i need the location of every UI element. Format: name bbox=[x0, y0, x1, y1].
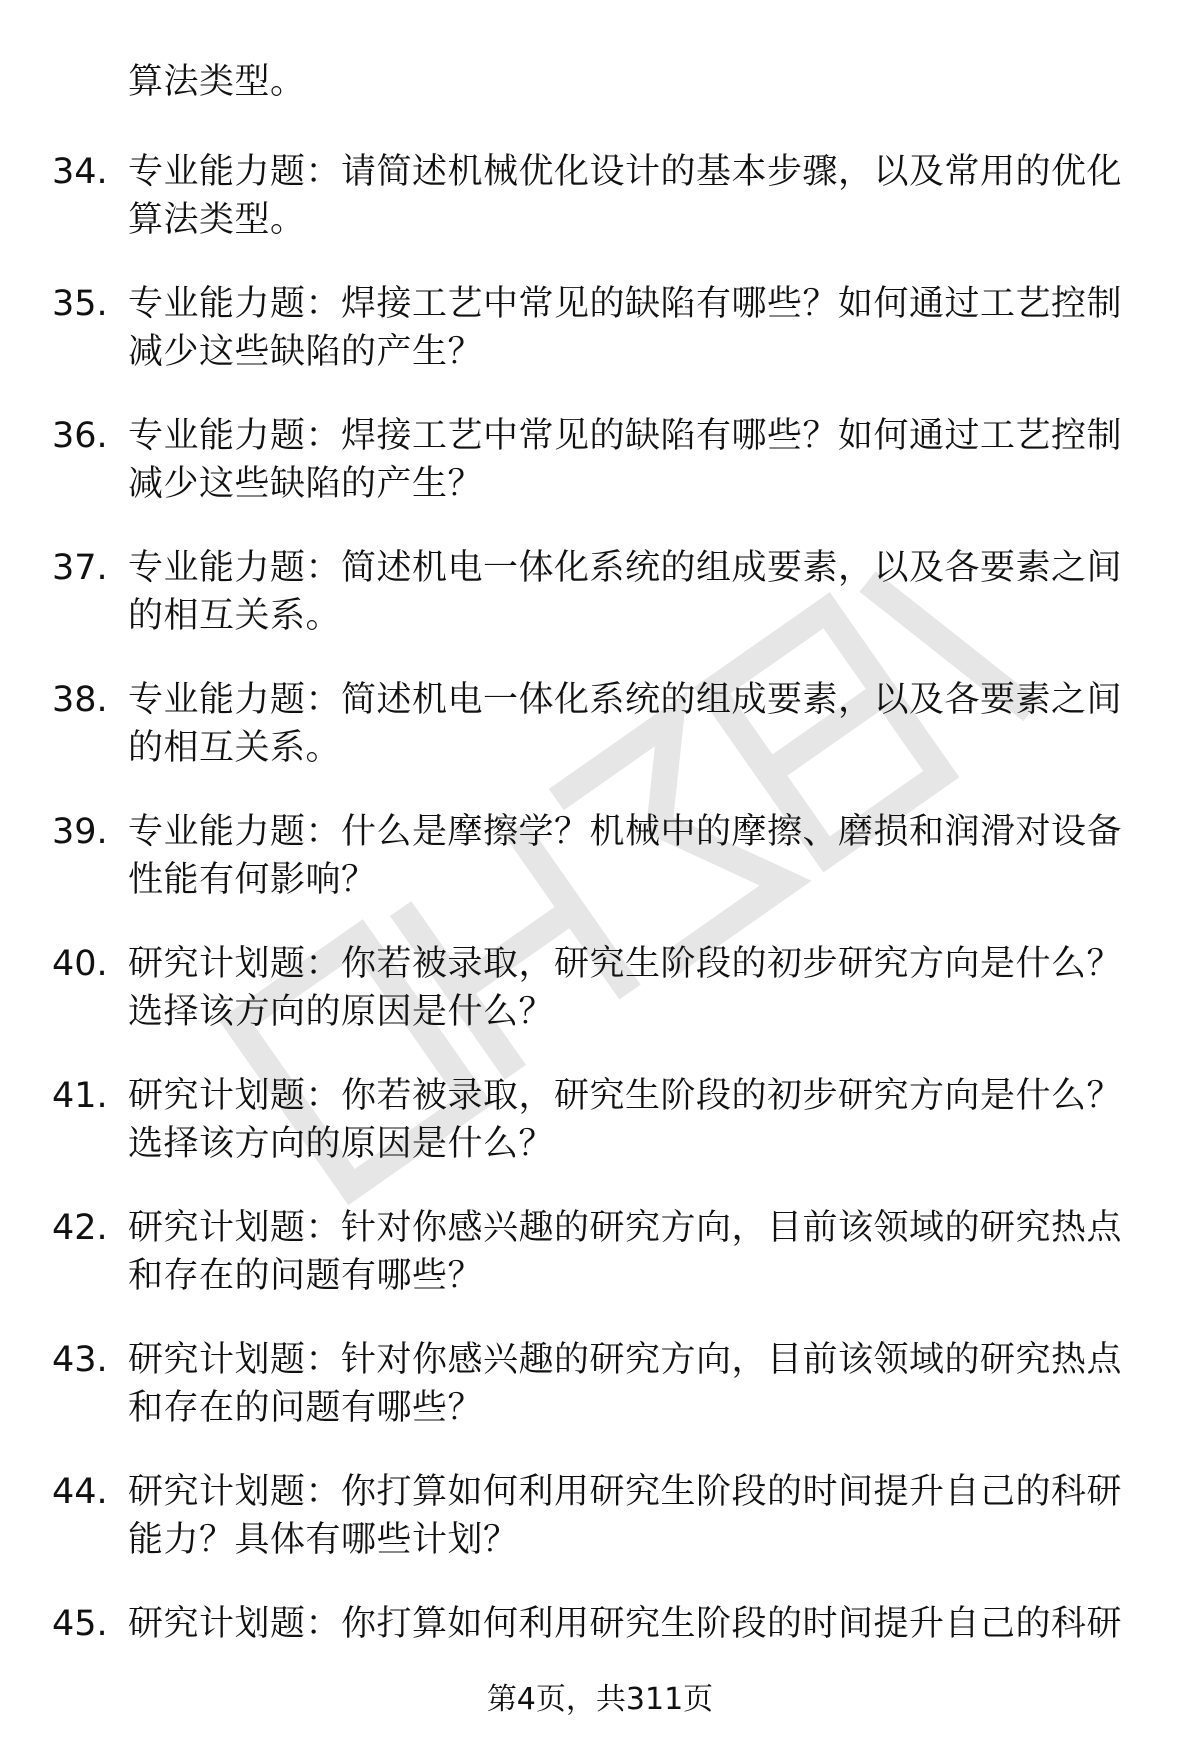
question-item bbox=[0, 676, 1200, 808]
question-item bbox=[0, 808, 1200, 940]
page-footer: 第4页，共311页 bbox=[486, 1682, 714, 1717]
question-item bbox=[0, 544, 1200, 676]
question-number: 45. bbox=[52, 1604, 108, 1644]
question-number: 42. bbox=[52, 1208, 108, 1248]
question-number: 34. bbox=[52, 152, 108, 192]
question-item bbox=[0, 412, 1200, 544]
question-number: 40. bbox=[52, 944, 108, 984]
question-text: 研究计划题：你若被录取，研究生阶段的初步研究方向是什么？选择该方向的原因是什么？ bbox=[128, 1076, 1123, 1164]
question-text: 研究计划题：针对你感兴趣的研究方向，目前该领域的研究热点和存在的问题有哪些？ bbox=[128, 1208, 1123, 1296]
question-text: 研究计划题：你打算如何利用研究生阶段的时间提升自己的科研 bbox=[128, 1604, 1123, 1644]
question-text: 专业能力题：请简述机械优化设计的基本步骤，以及常用的优化算法类型。 bbox=[128, 152, 1123, 240]
question-number: 43. bbox=[52, 1340, 108, 1380]
question-text: 专业能力题：焊接工艺中常见的缺陷有哪些？如何通过工艺控制减少这些缺陷的产生？ bbox=[128, 284, 1123, 372]
question-text: 专业能力题：简述机电一体化系统的组成要素，以及各要素之间的相互关系。 bbox=[128, 548, 1123, 636]
question-number: 41. bbox=[52, 1076, 108, 1116]
question-text: 专业能力题：简述机电一体化系统的组成要素，以及各要素之间的相互关系。 bbox=[128, 680, 1123, 768]
question-item bbox=[0, 280, 1200, 412]
question-text: 研究计划题：你若被录取，研究生阶段的初步研究方向是什么？选择该方向的原因是什么？ bbox=[128, 944, 1123, 1032]
question-item bbox=[0, 148, 1200, 280]
question-item bbox=[0, 1072, 1200, 1204]
question-list bbox=[0, 148, 1200, 1732]
question-text: 专业能力题：什么是摩擦学？机械中的摩擦、磨损和润滑对设备性能有何影响？ bbox=[128, 812, 1123, 900]
question-text: 专业能力题：焊接工艺中常见的缺陷有哪些？如何通过工艺控制减少这些缺陷的产生？ bbox=[128, 416, 1123, 504]
question-text: 研究计划题：针对你感兴趣的研究方向，目前该领域的研究热点和存在的问题有哪些？ bbox=[128, 1340, 1123, 1428]
question-text: 研究计划题：你打算如何利用研究生阶段的时间提升自己的科研能力？具体有哪些计划？ bbox=[128, 1472, 1123, 1560]
question-item bbox=[0, 1468, 1200, 1600]
question-item bbox=[0, 1336, 1200, 1468]
question-number: 44. bbox=[52, 1472, 108, 1512]
question-number: 37. bbox=[52, 548, 108, 588]
question-number: 38. bbox=[52, 680, 108, 720]
question-number: 36. bbox=[52, 416, 108, 456]
question-item bbox=[0, 940, 1200, 1072]
question-item bbox=[0, 1204, 1200, 1336]
question-number: 35. bbox=[52, 284, 108, 324]
continued-text: 算法类型。 bbox=[128, 62, 306, 102]
question-number: 39. bbox=[52, 812, 108, 852]
